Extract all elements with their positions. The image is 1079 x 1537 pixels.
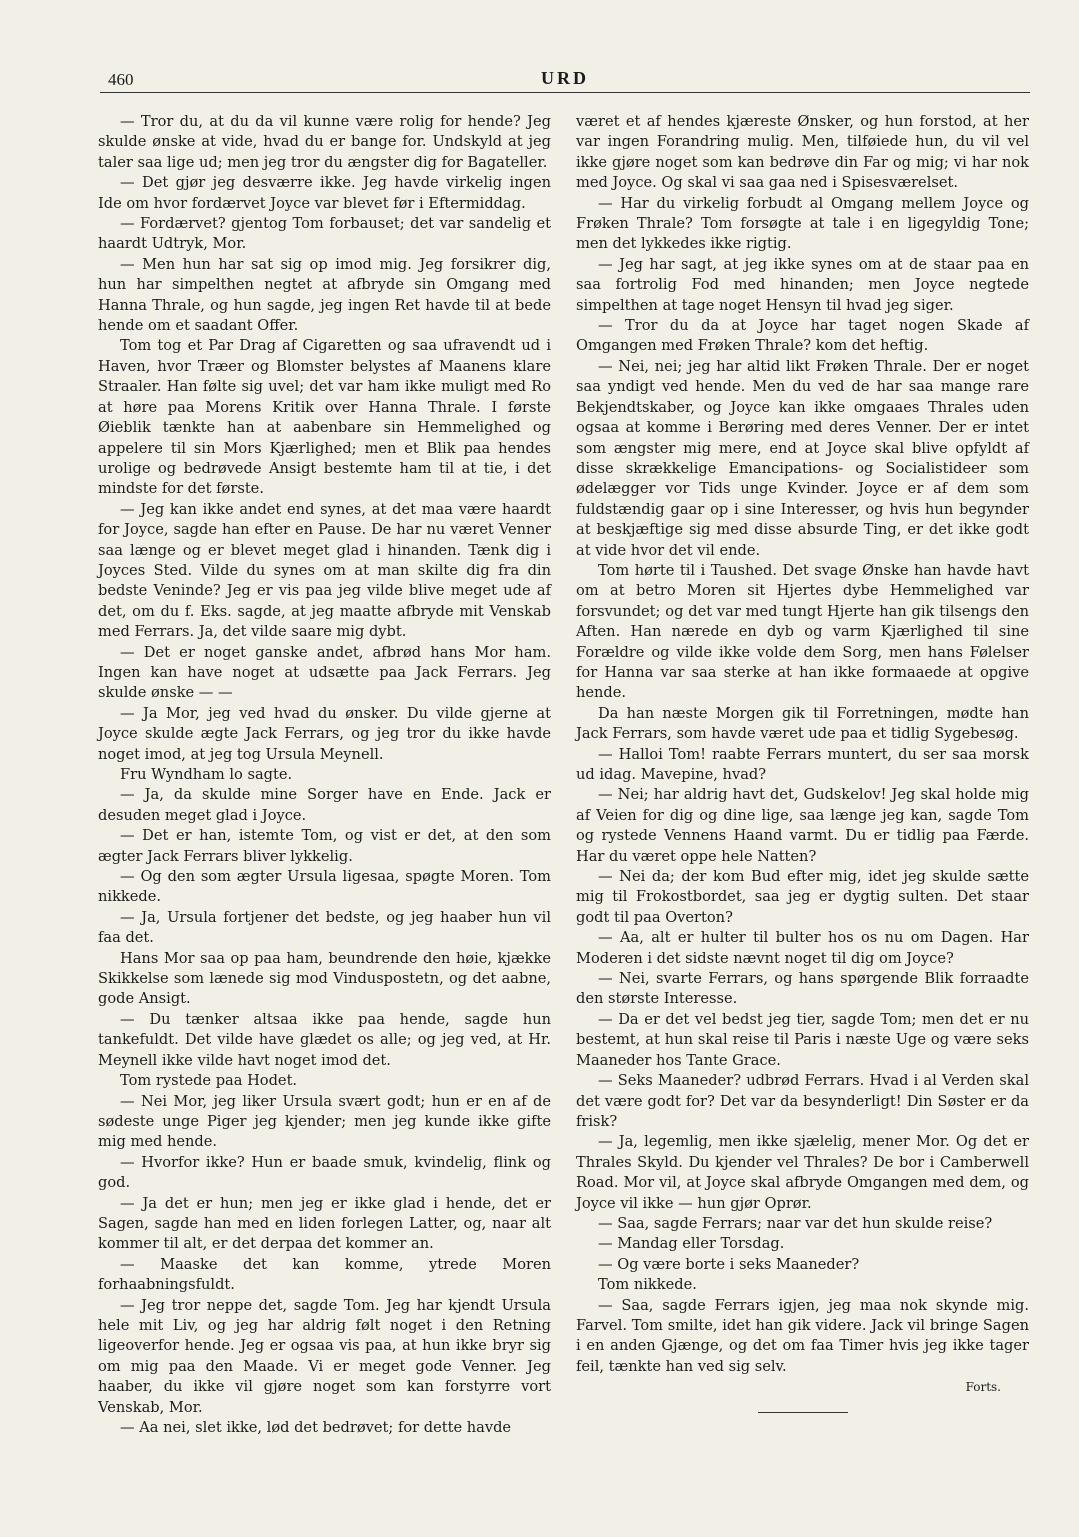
paragraph: Da han næste Morgen gik til Forretningen, mødte han Jack Ferrars, som havde været ude paa et tidlig Sygebesøg. <box>576 704 1029 743</box>
paragraph: — Jeg har sagt, at jeg ikke synes om at de staar paa en saa fortrolig Fod med hinanden; men Joyce negtede simpelthen at tage noget Hensyn til hvad jeg siger. <box>576 255 1029 314</box>
paragraph: — Tror du da at Joyce har taget nogen Skade af Omgangen med Frøken Thrale? kom det heftig. <box>576 317 1029 355</box>
paragraph: — Nei Mor, jeg liker Ursula svært godt; hun er en af de sødeste unge Piger jeg kjender; men jeg kunde ikke gifte mig med hende. <box>98 1092 551 1151</box>
left-column <box>98 112 551 1438</box>
paragraph: — Tror du, at du da vil kunne være rolig for hende? Jeg skulde ønske at vide, hvad du er bange for. Undskyld at jeg taler saa lige ud; men jeg tror du ængster dig for Bagateller. <box>98 113 551 171</box>
page-number: 460 <box>108 70 134 89</box>
paragraph: — Hvorfor ikke? Hun er baade smuk, kvindelig, flink og god. <box>98 1153 551 1192</box>
paragraph: Tom rystede paa Hodet. <box>120 1072 298 1090</box>
paragraph: — Og være borte i seks Maaneder? <box>598 1255 860 1273</box>
paragraph: — Nei da; der kom Bud efter mig, idet jeg skulde sætte mig til Frokostbordet, saa jeg er dygtig sulten. Det staar godt til paa Overton? <box>576 868 1029 926</box>
paragraph: — Da er det vel bedst jeg tier, sagde Tom; men det er nu bestemt, at hun skal reise til Paris i næste Uge og være seks Maaneder hos Tante Grace. <box>576 1010 1029 1069</box>
paragraph: — Seks Maaneder? udbrød Ferrars. Hvad i al Verden skal det være godt for? Det var da besynderligt! Din Søster er da frisk? <box>576 1072 1029 1130</box>
paragraph: Tom tog et Par Drag af Cigaretten og saa ufravendt ud i Haven, hvor Træer og Blomster belystes af Maanens klare Straaler. Han følte sig uvel; det var ham ikke muligt med Ro at høre paa Morens Kritik over Hanna Thrale. I første Øieblik tænkte han at aabenbare sin Hemmelighed og appelere til sin Mors Kjærlighed; men et Blik paa hendes urolige og bedrøvede Ansigt bestemte ham til at tie, i det mindste for det første. <box>98 337 551 498</box>
paragraph: — Halloi Tom! raabte Ferrars muntert, du ser saa morsk ud idag. Mavepine, hvad? <box>576 745 1029 783</box>
right-column <box>576 112 1029 1413</box>
paragraph: — Aa, alt er hulter til bulter hos os nu om Dagen. Har Moderen i det sidste nævnt noget til dig om Joyce? <box>576 929 1029 967</box>
paragraph: været et af hendes kjæreste Ønsker, og hun forstod, at her var ingen Forandring mulig. Men, tilføiede hun, du vil vel ikke gjøre noget som kan bedrøve din Far og mig; vi har nok med Joyce. Og skal vi saa gaa ned i Spisesværelset. <box>576 113 1029 192</box>
paragraph: — Nei, nei; jeg har altid likt Frøken Thrale. Der er noget saa yndigt ved hende. Men du ved de har saa mange rare Bekjendtskaber, og Joyce kan ikke omgaaes Thrales uden ogsaa at komme i Berøring med deres Venner. Der er intet som ængster mig mere, end at Joyce skal blive opfyldt af disse skrækkelige Emancipations- og Socialistideer som ødelægger vor Tids unge Kvinder. Joyce er af dem som fuldstændig gaar op i sine Interesser, og hvis hun begynder at beskjæftige sig med disse absurde Ting, er det ikke godt at vide hvor det vil ende. <box>576 357 1029 559</box>
paragraph: — Det er noget ganske andet, afbrød hans Mor ham. Ingen kan have noget at udsætte paa Jack Ferrars. Jeg skulde ønske — — <box>98 643 551 702</box>
paragraph: — Og den som ægter Ursula ligesaa, spøgte Moren. Tom nikkede. <box>98 868 551 906</box>
paragraph: — Ja, da skulde mine Sorger have en Ende. Jack er desuden meget glad i Joyce. <box>98 786 551 824</box>
header-rule <box>100 92 1030 93</box>
paragraph: Hans Mor saa op paa ham, beundrende den høie, kjække Skikkelse som lænede sig mod Vinduspostetn, og det aabne, gode Ansigt. <box>98 949 551 1008</box>
paragraph: — Ja Mor, jeg ved hvad du ønsker. Du vilde gjerne at Joyce skulde ægte Jack Ferrars, og jeg tror du ikke havde noget imod, at jeg tog Ursula Meynell. <box>98 704 551 763</box>
paragraph: — Aa nei, slet ikke, lød det bedrøvet; for dette havde <box>120 1419 512 1436</box>
paragraph: Tom hørte til i Taushed. Det svage Ønske han havde havt om at betro Moren sit Hjertes dybe Hemmelighed var forsvundet; og det var med tungt Hjerte han gik tilsengs den Aften. Han nærede en dyb og varm Kjærlighed til sine Forældre og vilde ikke volde dem Sorg, men hans Følelser for Hanna var saa sterke at han ikke formaaede at opgive hende. <box>576 561 1029 702</box>
paragraph: Fru Wyndham lo sagte. <box>120 766 293 783</box>
paragraph: — Fordærvet? gjentog Tom forbauset; det var sandelig et haardt Udtryk, Mor. <box>98 215 551 253</box>
paragraph: — Nei, svarte Ferrars, og hans spørgende Blik forraadte den største Interesse. <box>576 970 1029 1008</box>
paragraph: — Jeg kan ikke andet end synes, at det maa være haardt for Joyce, sagde han efter en Pause. De har nu været Venner saa længe og er blevet meget glad i hinanden. Tænk dig i Joyces Sted. Vilde du synes om at man skilte dig fra din bedste Veninde? Jeg er vis paa jeg vilde blive meget ude af det, om du f. Eks. sagde, at jeg maatte afbryde mit Venskab med Ferrars. Ja, det vilde saare mig dybt. <box>98 500 551 641</box>
continuation-mark: Forts. <box>965 1380 1001 1395</box>
paragraph: — Saa, sagde Ferrars; naar var det hun skulde reise? <box>598 1214 993 1232</box>
paragraph: — Ja, Ursula fortjener det bedste, og jeg haaber hun vil faa det. <box>98 908 551 947</box>
paragraph: — Men hun har sat sig op imod mig. Jeg forsikrer dig, hun har simpelthen negtet at afbryde sin Omgang med Hanna Thrale, og hun sagde, jeg ingen Ret havde til at bede hende om et saadant Offer. <box>98 255 551 335</box>
page-header <box>100 64 1030 94</box>
paragraph: — Du tænker altsaa ikke paa hende, sagde hun tankefuldt. Det vilde have glædet os alle; og jeg ved, at Hr. Meynell ikke vilde havt noget imod det. <box>98 1010 551 1069</box>
paragraph: — Ja, legemlig, men ikke sjælelig, mener Mor. Og det er Thrales Skyld. Du kjender vel Thrales? De bor i Camberwell Road. Mor vil, at Joyce skal afbryde Omgangen med dem, og Joyce vil ikke — hun gjør Oprør. <box>576 1133 1029 1212</box>
paragraph: — Saa, sagde Ferrars igjen, jeg maa nok skynde mig. Farvel. Tom smilte, idet han gik videre. Jack vil bringe Sagen i en anden Gjænge, og det om faa Timer hvis jeg ikke tager feil, tænkte han ved sig selv. <box>576 1296 1029 1375</box>
paragraph: — Har du virkelig forbudt al Omgang mellem Joyce og Frøken Thrale? Tom forsøgte at tale i en ligegyldig Tone; men det lykkedes ikke rigtig. <box>576 194 1029 253</box>
paragraph: — Ja det er hun; men jeg er ikke glad i hende, det er Sagen, sagde han med en liden forlegen Latter, og, naar alt kommer til alt, er det derpaa det kommer an. <box>98 1194 551 1253</box>
paragraph: — Nei; har aldrig havt det, Gudskelov! Jeg skal holde mig af Veien for dig og dine lige, saa længe jeg kan, sagde Tom og rystede Vennens Haand varmt. Du er tidlig paa Færde. Har du været oppe hele Natten? <box>576 786 1029 865</box>
journal-title: URD <box>541 68 589 88</box>
end-rule <box>758 1412 848 1413</box>
paragraph: — Det gjør jeg desværre ikke. Jeg havde virkelig ingen Ide om hvor fordærvet Joyce var blevet før i Eftermiddag. <box>98 174 551 212</box>
paragraph: — Maaske det kan komme, ytrede Moren forhaabningsfuldt. <box>98 1255 551 1294</box>
paragraph: — Mandag eller Torsdag. <box>598 1235 785 1253</box>
paragraph: — Jeg tror neppe det, sagde Tom. Jeg har kjendt Ursula hele mit Liv, og jeg har aldrig følt noget i den Retning ligeoverfor hende. Jeg er ogsaa vis paa, at hun ikke bryr sig om mig paa den Maade. Vi er meget gode Venner. Jeg haaber, du ikke vil gjøre noget som kan forstyrre vort Venskab, Mor. <box>98 1296 551 1416</box>
paragraph: — Det er han, istemte Tom, og vist er det, at den som ægter Jack Ferrars bliver lykkelig. <box>98 827 551 865</box>
paragraph: Tom nikkede. <box>598 1276 697 1294</box>
